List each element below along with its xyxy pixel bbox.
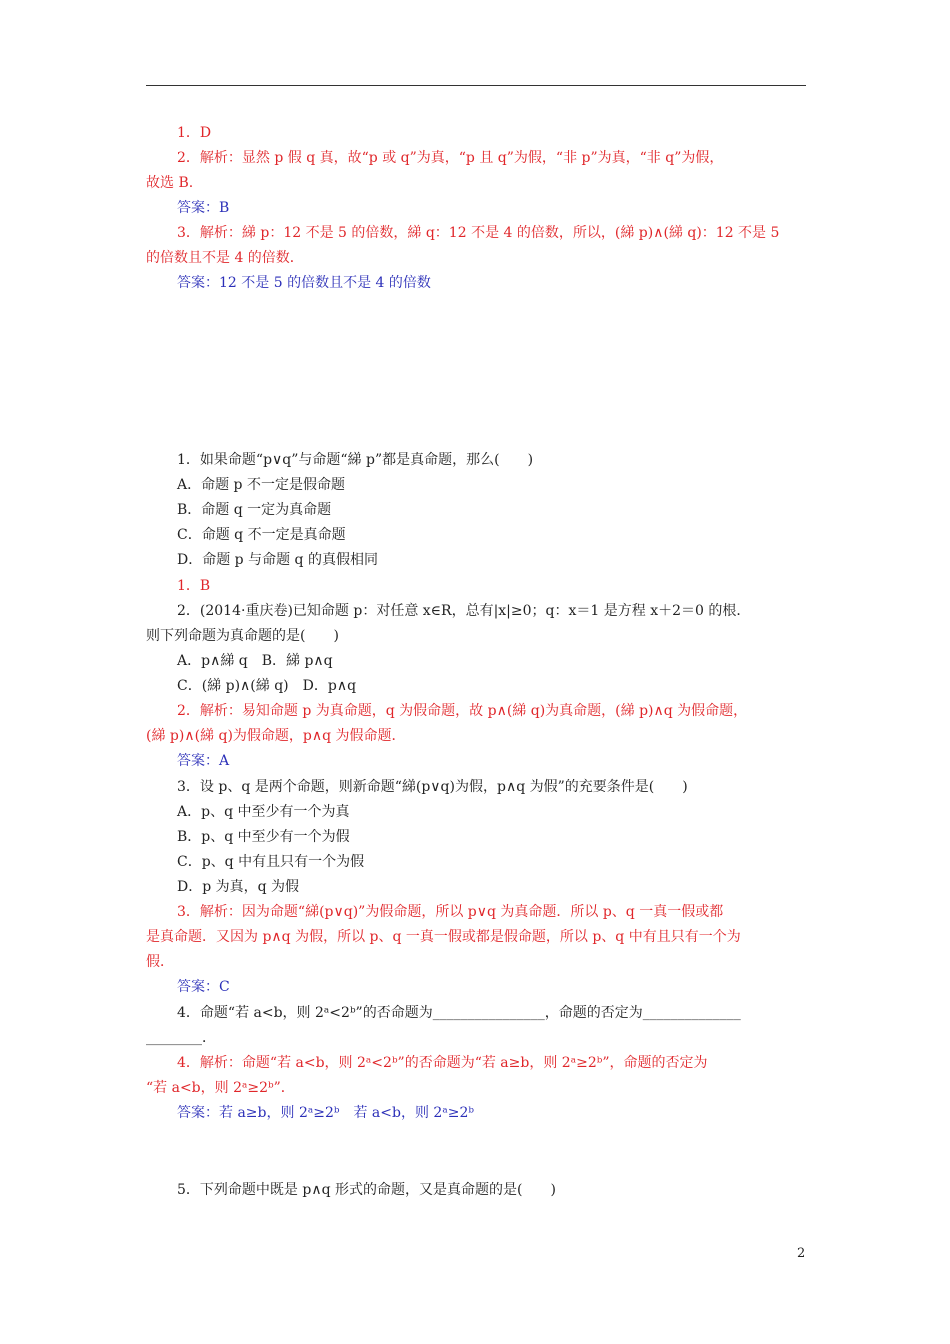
answer-line: 答案：12 不是 5 的倍数且不是 4 的倍数 bbox=[177, 275, 431, 291]
solution-line: 是真命题．又因为 p∧q 为假，所以 p、q 一真一假或都是假命题，所以 p、q 中有且只有一个为 bbox=[146, 929, 741, 945]
solution-line: 3．解析：綈 p：12 不是 5 的倍数，綈 q：12 不是 4 的倍数，所以，(綈 p)∧(綈 q)：12 不是 5 bbox=[177, 225, 780, 241]
answer-line: 答案：A bbox=[177, 753, 230, 769]
question-line: 则下列命题为真命题的是( ) bbox=[146, 628, 339, 644]
option-line: A．命题 p 不一定是假命题 bbox=[177, 477, 345, 493]
option-line: B．命题 q 一定为真命题 bbox=[177, 502, 332, 518]
question-line: 2．(2014·重庆卷)已知命题 p：对任意 x∈R，总有|x|≥0；q：x＝1 是方程 x＋2＝0 的根． bbox=[177, 603, 751, 619]
option-line: C．p、q 中有且只有一个为假 bbox=[177, 854, 365, 870]
solution-line: 故选 B. bbox=[146, 175, 194, 191]
solution-line: (綈 p)∧(綈 q)为假命题，p∧q 为假命题． bbox=[146, 728, 406, 744]
question-line: 3．设 p、q 是两个命题，则新命题“綈(p∨q)为假，p∧q 为假”的充要条件是( ) bbox=[177, 779, 688, 795]
solution-line: 假． bbox=[146, 954, 174, 970]
question-line: 5．下列命题中既是 p∧q 形式的命题，又是真命题的是( ) bbox=[177, 1182, 556, 1198]
option-line: C．命题 q 不一定是真命题 bbox=[177, 527, 346, 543]
solution-line: “若 a<b，则 2ᵃ≥2ᵇ”． bbox=[146, 1080, 295, 1096]
solution-line: 3．解析：因为命题“綈(p∨q)”为假命题，所以 p∨q 为真命题．所以 p、q 一真一假或都 bbox=[177, 904, 724, 920]
option-line: A．p∧綈 q B．綈 p∧q bbox=[177, 653, 333, 669]
answer-line: 答案：B bbox=[177, 200, 230, 216]
solution-line: 2．解析：易知命题 p 为真命题，q 为假命题，故 p∧(綈 q)为真命题，(綈 p)∧q 为假命题， bbox=[177, 703, 748, 719]
question-line: 4．命题“若 a<b，则 2ᵃ<2ᵇ”的否命题为________________，命题的否定为______________ bbox=[177, 1005, 741, 1021]
question-line: 1．如果命题“p∨q”与命题“綈 p”都是真命题，那么( ) bbox=[177, 452, 534, 468]
header-rule bbox=[146, 85, 806, 86]
answer-line: 1．B bbox=[177, 578, 211, 594]
option-line: A．p、q 中至少有一个为真 bbox=[177, 804, 350, 820]
solution-line: 2．解析：显然 p 假 q 真，故“p 或 q”为真，“p 且 q”为假，“非 p”为真，“非 q”为假， bbox=[177, 150, 724, 166]
answer-line: 答案：若 a≥b，则 2ᵃ≥2ᵇ 若 a<b，则 2ᵃ≥2ᵇ bbox=[177, 1105, 474, 1121]
option-line: D．p 为真，q 为假 bbox=[177, 879, 300, 895]
answer-line: 答案：C bbox=[177, 979, 230, 995]
solution-line: 的倍数且不是 4 的倍数． bbox=[146, 250, 304, 266]
option-line: D．命题 p 与命题 q 的真假相同 bbox=[177, 552, 378, 568]
option-line: C．(綈 p)∧(綈 q) D．p∧q bbox=[177, 678, 357, 694]
question-line: ________． bbox=[146, 1030, 216, 1046]
answer-line: 1．D bbox=[177, 125, 212, 141]
page-number: 2 bbox=[797, 1246, 806, 1261]
solution-line: 4．解析：命题“若 a<b，则 2ᵃ<2ᵇ”的否命题为“若 a≥b，则 2ᵃ≥2ᵇ”，命题的否定为 bbox=[177, 1055, 708, 1071]
option-line: B．p、q 中至少有一个为假 bbox=[177, 829, 350, 845]
